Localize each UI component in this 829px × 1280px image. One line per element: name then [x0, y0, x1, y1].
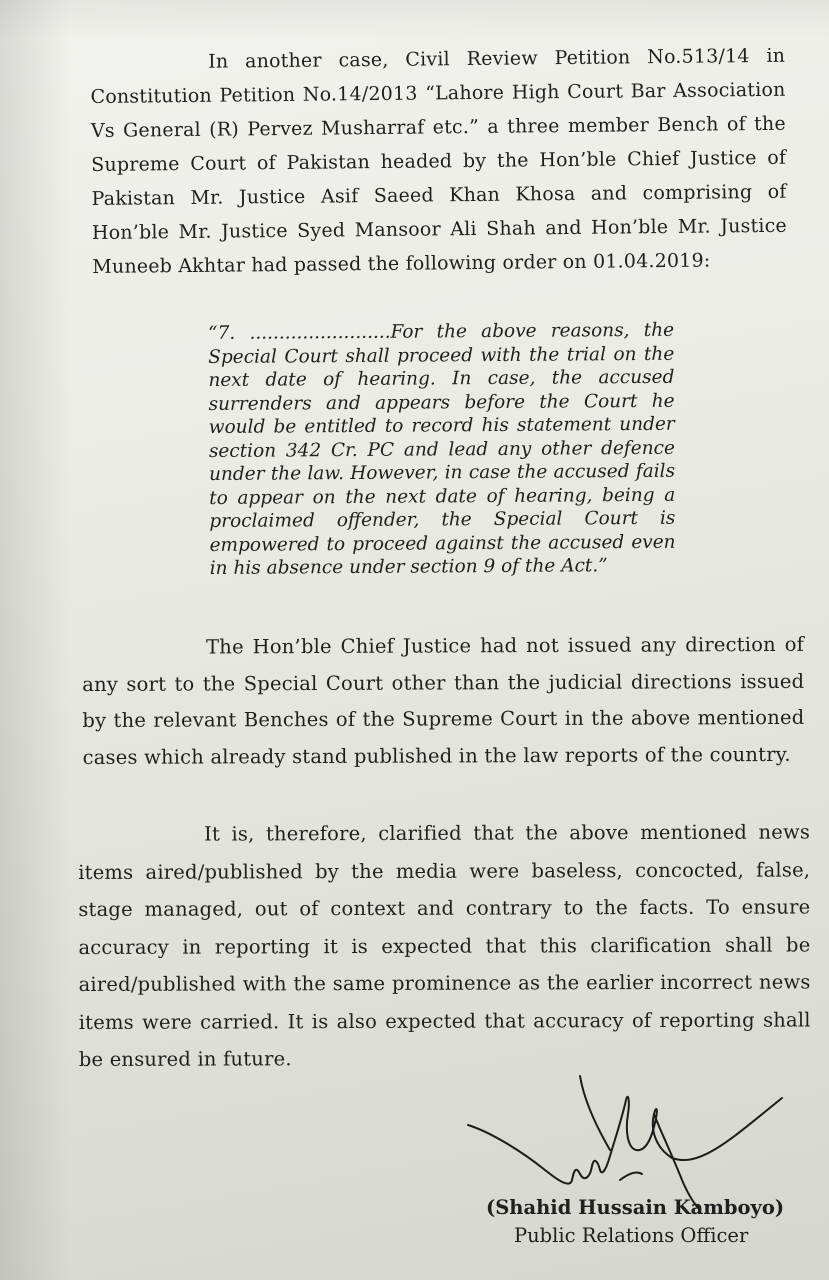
- quoted-court-order: “7. ........................For the above reasons, the Special Court shall proceed with the trial on the next date of hearing. In case, the accused surrenders and appears before the Court he would be entitled to record his statement under section 342 Cr. PC and lead any other defence under the law. However, in case the accused fails to appear on the next date of hearing, being a proclaimed offender, the Special Court is empowered to proceed against the accused even in his absence under section 9 of the Act.”: [208, 319, 676, 579]
- page-shadow-left: [0, 0, 70, 1280]
- page-shadow-top: [0, 0, 829, 40]
- paragraph-no-direction: The Hon’ble Chief Justice had not issued any direction of any sort to the Special Court other than the judicial directions issued by the relevant Benches of the Supreme Court in the above mentioned cases which already stand published in the law reports of the country.: [82, 632, 805, 769]
- signatory-title: Public Relations Officer: [514, 1224, 749, 1247]
- paragraph-review-petition: In another case, Civil Review Petition No.513/14 in Constitution Petition No.14/2013 “Lahore High Court Bar Association Vs General (R) Pervez Musharraf etc.” a three member Bench of the Supreme Court of Pakistan headed by the Hon’ble Chief Justice of Pakistan Mr. Justice Asif Saeed Khan Khosa and comprising of Hon’ble Mr. Justice Syed Mansoor Ali Shah and Hon’ble Mr. Justice Muneeb Akhtar had passed the following order on 01.04.2019:: [90, 44, 788, 278]
- paragraph-clarification: It is, therefore, clarified that the above mentioned news items aired/published by the media were baseless, concocted, false, stage managed, out of context and contrary to the facts. To ensure accuracy in reporting it is expected that this clarification shall be aired/published with the same prominence as the earlier incorrect news items were carried. It is also expected that accuracy of reporting shall be ensured in future.: [78, 820, 811, 1071]
- signatory-name: (Shahid Hussain Kamboyo): [486, 1196, 785, 1219]
